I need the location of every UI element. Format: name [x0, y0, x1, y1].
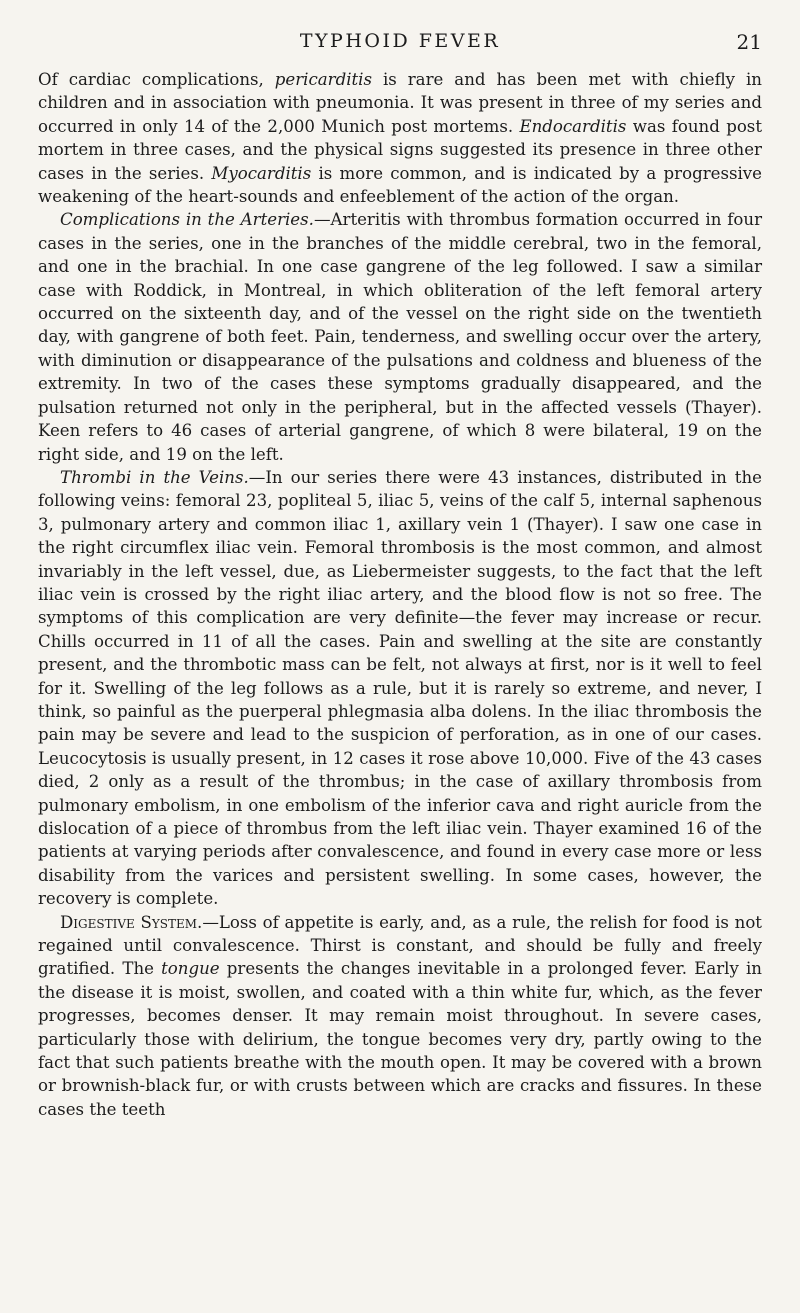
section-heading-veins: Thrombi in the Veins. [60, 467, 249, 487]
text-segment: Of cardiac complications, [38, 70, 275, 89]
paragraph-cardiac-complications [38, 68, 762, 208]
text-segment: is rare and has been met with chiefly in children and in association with pneumonia. It was present in three of my series and occurred in only 14 of the 2,000 Munich post mortems. [38, 70, 762, 136]
running-head [38, 30, 762, 60]
text-segment: —Loss of appetite is early, and, as a rule, the relish for food is not regained until convalescence. Thirst is constant, and should be fully and freely gratified. The [38, 912, 762, 979]
text-segment: presents the changes inevitable in a prolonged fever. Early in the disease it is moist, swollen, and coated with a thin white fur, which, as the fever progresses, becomes denser. It may remain moist throughout. In severe cases, particularly those with delirium, the tongue becomes very dry, partly owing to the fact that such patients breathe with the mouth open. It may be covered with a brown or brownish-black fur, or with crusts between which are cracks and fissures. In these cases the teeth [38, 959, 762, 1119]
term-endocarditis: Endocarditis [519, 116, 627, 136]
term-pericarditis: pericarditis [274, 70, 372, 89]
section-heading-digestive-system: Digestive System. [60, 912, 203, 932]
text-segment: was found post mortem in three cases, and the physical signs suggested its presence in three other cases in the series. [38, 116, 762, 183]
term-tongue: tongue [161, 959, 220, 979]
body-text [38, 68, 762, 1121]
term-myocarditis: Myocarditis [211, 163, 312, 183]
section-heading-arteries: Complications in the Arteries. [60, 210, 314, 230]
text-segment: is more common, and is indicated by a progressive weakening of the heart-sounds and enfeeblement of the action of the organ. [38, 163, 762, 207]
page-number: 21 [736, 30, 762, 54]
paragraph-digestive-system [38, 911, 762, 1122]
paragraph-veins [38, 466, 762, 911]
text-segment: —Arteritis with thrombus formation occurred in four cases in the series, one in the branches of the middle cerebral, two in the femoral, and one in the brachial. In one case gangrene of the leg followed. I saw a similar case with Roddick, in Montreal, in which obliteration of the left femoral artery occurred on the sixteenth day, and of the vessel on the right side on the twentieth day, with gangrene of both feet. Pain, tenderness, and swelling occur over the artery, with diminution or disappearance of the pulsations and coldness and blueness of the extremity. In two of the cases these symptoms gradually disappeared, and the pulsation returned not only in the peripheral, but in the affected vessels (Thayer). Keen refers to 46 cases of arterial gangrene, of which 8 were bilateral, 19 on the right side, and 19 on the left. [38, 210, 763, 464]
running-title: TYPHOID FEVER [299, 30, 501, 52]
paragraph-arteries [38, 208, 762, 465]
text-segment: —In our series there were 43 instances, distributed in the following veins: femoral 23, popliteal 5, iliac 5, veins of the calf 5, internal saphenous 3, pulmonary artery and common iliac 1, axillary vein 1 (Thayer). I saw one case in the right circumflex iliac vein. Femoral thrombosis is the most common, and almost invariably in the left vessel, due, as Liebermeister suggests, to the fact that the left iliac vein is crossed by the right iliac artery, and the blood flow is not so free. The symptoms of this complication are very definite—the fever may increase or recur. Chills occurred in 11 of all the cases. Pain and swelling at the site are constantly present, and the thrombotic mass can be felt, not always at first, nor is it well to feel for it. Swelling of the leg follows as a rule, but it is rarely so extreme, and never, I think, so painful as the puerperal phlegmasia alba dolens. In the iliac thrombosis the pain may be severe and lead to the suspicion of perforation, as in one of our cases. Leucocytosis is usually present, in 12 cases it rose above 10,000. Five of the 43 cases died, 2 only as a result of the thrombus; in the case of axillary thrombosis from pulmonary embolism, in one embolism of the inferior cava and right auricle from the dislocation of a piece of thrombus from the left iliac vein. Thayer examined 16 of the patients at varying periods after convalescence, and found in every case more or less disability from the varices and persistent swelling. In some cases, however, the recovery is complete. [38, 467, 762, 909]
